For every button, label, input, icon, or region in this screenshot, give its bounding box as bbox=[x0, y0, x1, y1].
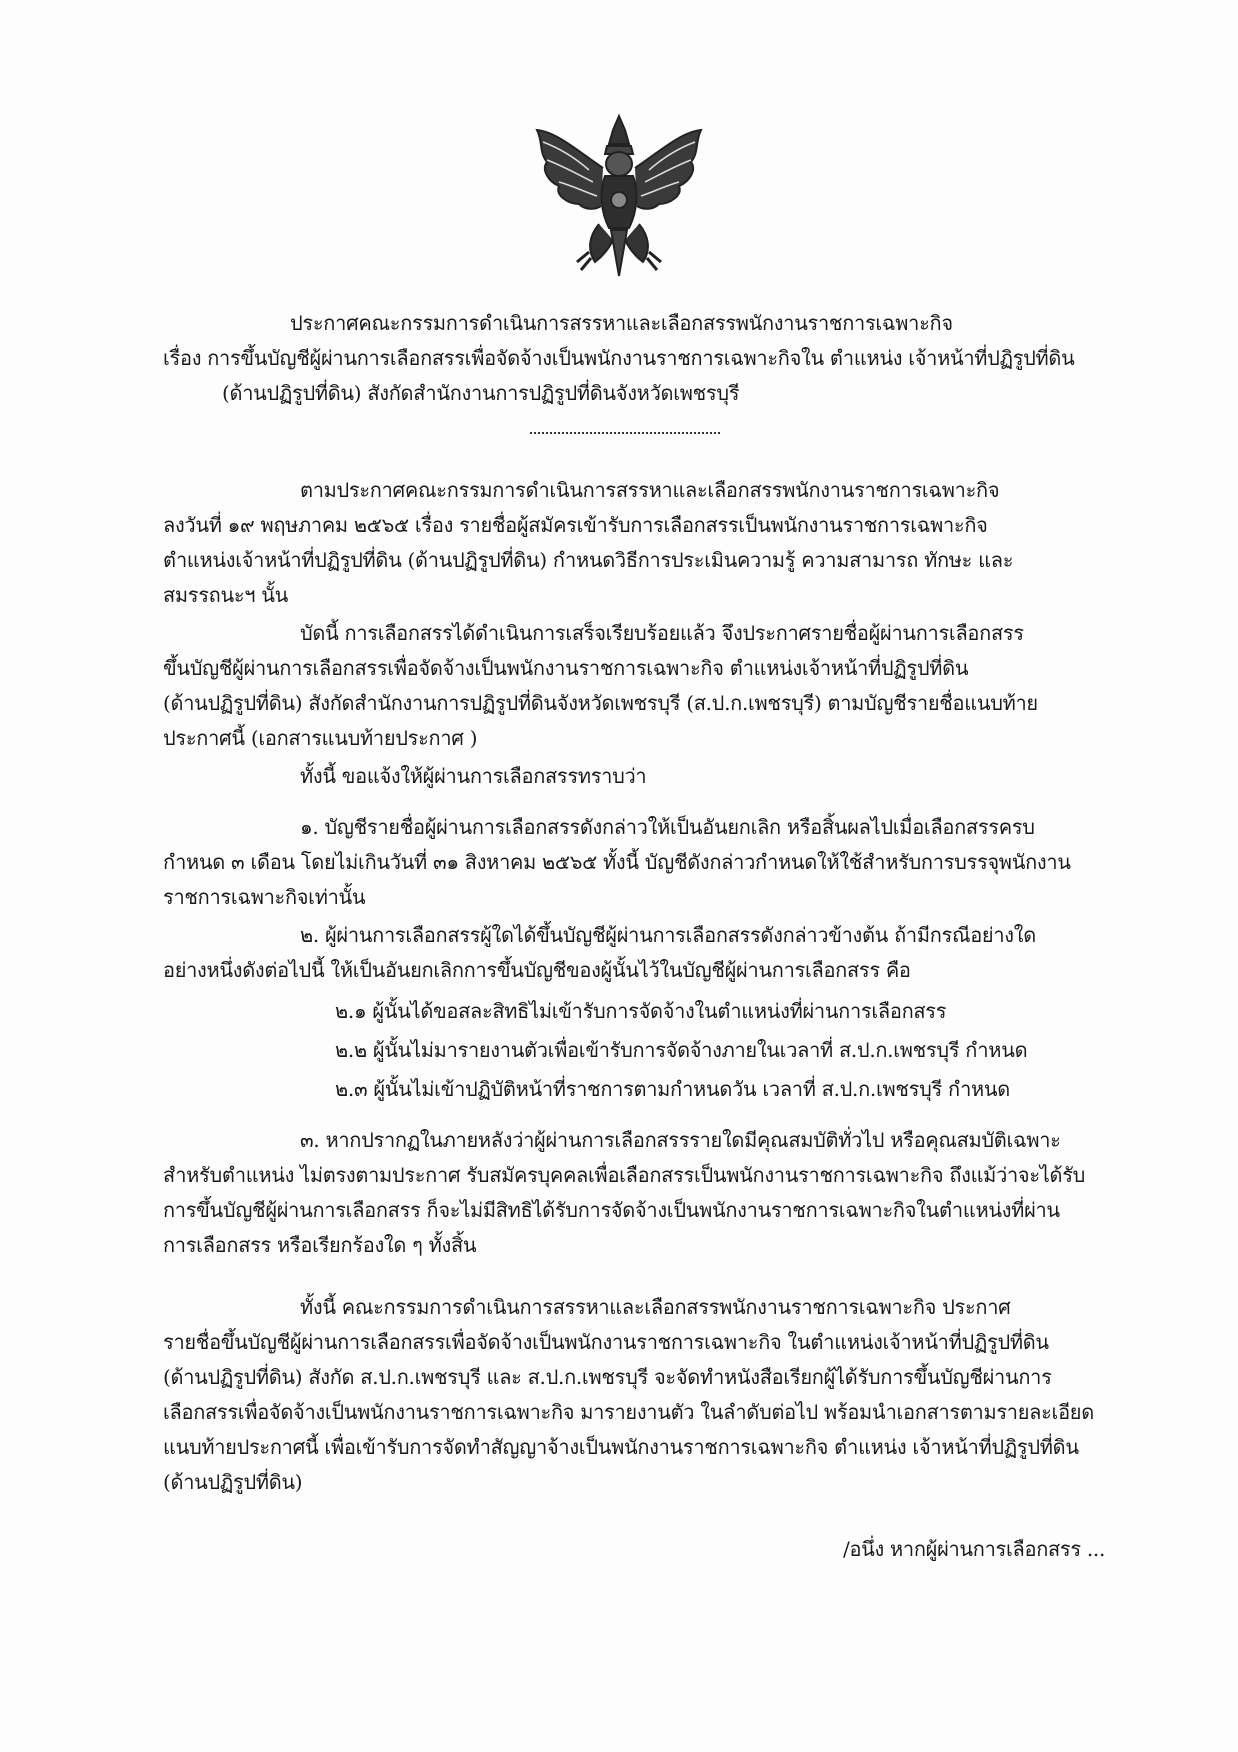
garuda-emblem-icon bbox=[529, 112, 709, 280]
continuation-note: /อนึ่ง หากผู้ผ่านการเลือกสรร ... bbox=[843, 1537, 1106, 1561]
paragraph-1-line-3: ตำแหน่งเจ้าหน้าที่ปฏิรูปที่ดิน (ด้านปฏิรูปที่ดิน) กำหนดวิธีการประเมินความรู้ ความสามารถ ทักษะ และ bbox=[163, 548, 1014, 572]
paragraph-4-line-5: แนบท้ายประกาศนี้ เพื่อเข้ารับการจัดทำสัญญาจ้างเป็นพนักงานราชการเฉพาะกิจ ตำแหน่ง เจ้าหน้าที่ปฏิรูปที่ดิน bbox=[163, 1435, 1079, 1459]
announcement-title: ประกาศคณะกรรมการดำเนินการสรรหาและเลือกสรรพนักงานราชการเฉพาะกิจ bbox=[290, 311, 953, 335]
paragraph-1-line-2: ลงวันที่ ๑๙ พฤษภาคม ๒๕๖๕ เรื่อง รายชื่อผู้สมัครเข้ารับการเลือกสรรเป็นพนักงานราชการเฉพาะกิจ bbox=[163, 513, 988, 537]
paragraph-4-line-6: (ด้านปฏิรูปที่ดิน) bbox=[163, 1470, 303, 1494]
subject-line-1: เรื่อง การขึ้นบัญชีผู้ผ่านการเลือกสรรเพื่อจัดจ้างเป็นพนักงานราชการเฉพาะกิจใน ตำแหน่ง เจ้าหน้าที่ปฏิรูปที่ดิน bbox=[163, 346, 1075, 370]
paragraph-2-line-1: บัดนี้ การเลือกสรรได้ดำเนินการเสร็จเรียบร้อยแล้ว จึงประกาศรายชื่อผู้ผ่านการเลือกสรร bbox=[300, 621, 1024, 645]
sub-item-2-2: ๒.๒ ผู้นั้นไม่มารายงานตัวเพื่อเข้ารับการจัดจ้างภายในเวลาที่ ส.ป.ก.เพชรบุรี กำหนด bbox=[335, 1038, 1028, 1062]
sub-item-2-1: ๒.๑ ผู้นั้นได้ขอสละสิทธิไม่เข้ารับการจัดจ้างในตำแหน่งที่ผ่านการเลือกสรร bbox=[335, 999, 947, 1023]
sub-item-2-3: ๒.๓ ผู้นั้นไม่เข้าปฏิบัติหน้าที่ราชการตามกำหนดวัน เวลาที่ ส.ป.ก.เพชรบุรี กำหนด bbox=[335, 1077, 1010, 1101]
paragraph-1-line-1: ตามประกาศคณะกรรมการดำเนินการสรรหาและเลือกสรรพนักงานราชการเฉพาะกิจ bbox=[300, 478, 1000, 502]
paragraph-3: ทั้งนี้ ขอแจ้งให้ผู้ผ่านการเลือกสรรทราบว่า bbox=[300, 764, 647, 788]
paragraph-4-line-1: ทั้งนี้ คณะกรรมการดำเนินการสรรหาและเลือกสรรพนักงานราชการเฉพาะกิจ ประกาศ bbox=[300, 1295, 1011, 1319]
paragraph-1-line-4: สมรรถนะฯ นั้น bbox=[163, 583, 289, 607]
paragraph-2-line-3: (ด้านปฏิรูปที่ดิน) สังกัดสำนักงานการปฏิรูปที่ดินจังหวัดเพชรบุรี (ส.ป.ก.เพชรบุรี) ตามบัญชีรายชื่อแนบท้าย bbox=[163, 691, 1038, 715]
item-1-line-2: กำหนด ๓ เดือน โดยไม่เกินวันที่ ๓๑ สิงหาคม ๒๕๖๕ ทั้งนี้ บัญชีดังกล่าวกำหนดให้ใช้สำหรับการบรรจุพนักงาน bbox=[163, 850, 1071, 874]
item-1-line-1: ๑. บัญชีรายชื่อผู้ผ่านการเลือกสรรดังกล่าวให้เป็นอันยกเลิก หรือสิ้นผลไปเมื่อเลือกสรรครบ bbox=[300, 815, 1035, 839]
item-1-line-3: ราชการเฉพาะกิจเท่านั้น bbox=[163, 885, 366, 909]
paragraph-2-line-2: ขึ้นบัญชีผู้ผ่านการเลือกสรรเพื่อจัดจ้างเป็นพนักงานราชการเฉพาะกิจ ตำแหน่งเจ้าหน้าที่ปฏิรูปที่ดิน bbox=[163, 656, 969, 680]
paragraph-2-line-4: ประกาศนี้ (เอกสารแนบท้ายประกาศ ) bbox=[163, 726, 478, 750]
item-3-line-3: การขึ้นบัญชีผู้ผ่านการเลือกสรร ก็จะไม่มีสิทธิได้รับการจัดจ้างเป็นพนักงานราชการเฉพาะกิจในตำแหน่งที่ผ่าน bbox=[163, 1198, 1060, 1222]
paragraph-4-line-2: รายชื่อขึ้นบัญชีผู้ผ่านการเลือกสรรเพื่อจัดจ้างเป็นพนักงานราชการเฉพาะกิจ ในตำแหน่งเจ้าหน้าที่ปฏิรูปที่ดิน bbox=[163, 1330, 1049, 1354]
item-2-line-2: อย่างหนึ่งดังต่อไปนี้ ให้เป็นอันยกเลิกการขึ้นบัญชีของผู้นั้นไว้ในบัญชีผู้ผ่านการเลือกสรร คือ bbox=[163, 958, 911, 982]
item-2-line-1: ๒. ผู้ผ่านการเลือกสรรผู้ใดได้ขึ้นบัญชีผู้ผ่านการเลือกสรรดังกล่าวข้างต้น ถ้ามีกรณีอย่างใด bbox=[300, 923, 1036, 947]
separator-dots bbox=[530, 432, 720, 434]
paragraph-4-line-3: (ด้านปฏิรูปที่ดิน) สังกัด ส.ป.ก.เพชรบุรี และ ส.ป.ก.เพชรบุรี จะจัดทำหนังสือเรียกผู้ได้รับการขึ้นบัญชีผ่านการ bbox=[163, 1365, 1052, 1389]
item-3-line-1: ๓. หากปรากฏในภายหลังว่าผู้ผ่านการเลือกสรรรายใดมีคุณสมบัติทั่วไป หรือคุณสมบัติเฉพาะ bbox=[300, 1128, 1061, 1152]
item-3-line-4: การเลือกสรร หรือเรียกร้องใด ๆ ทั้งสิ้น bbox=[163, 1233, 477, 1257]
subject-line-2: (ด้านปฏิรูปที่ดิน) สังกัดสำนักงานการปฏิรูปที่ดินจังหวัดเพชรบุรี bbox=[222, 381, 740, 405]
paragraph-4-line-4: เลือกสรรเพื่อจัดจ้างเป็นพนักงานราชการเฉพาะกิจ มารายงานตัว ในลำดับต่อไป พร้อมนำเอกสารตามรายละเอียด bbox=[163, 1400, 1094, 1424]
item-3-line-2: สำหรับตำแหน่ง ไม่ตรงตามประกาศ รับสมัครบุคคลเพื่อเลือกสรรเป็นพนักงานราชการเฉพาะกิจ ถึงแม้ว่าจะได้รับ bbox=[163, 1163, 1086, 1187]
